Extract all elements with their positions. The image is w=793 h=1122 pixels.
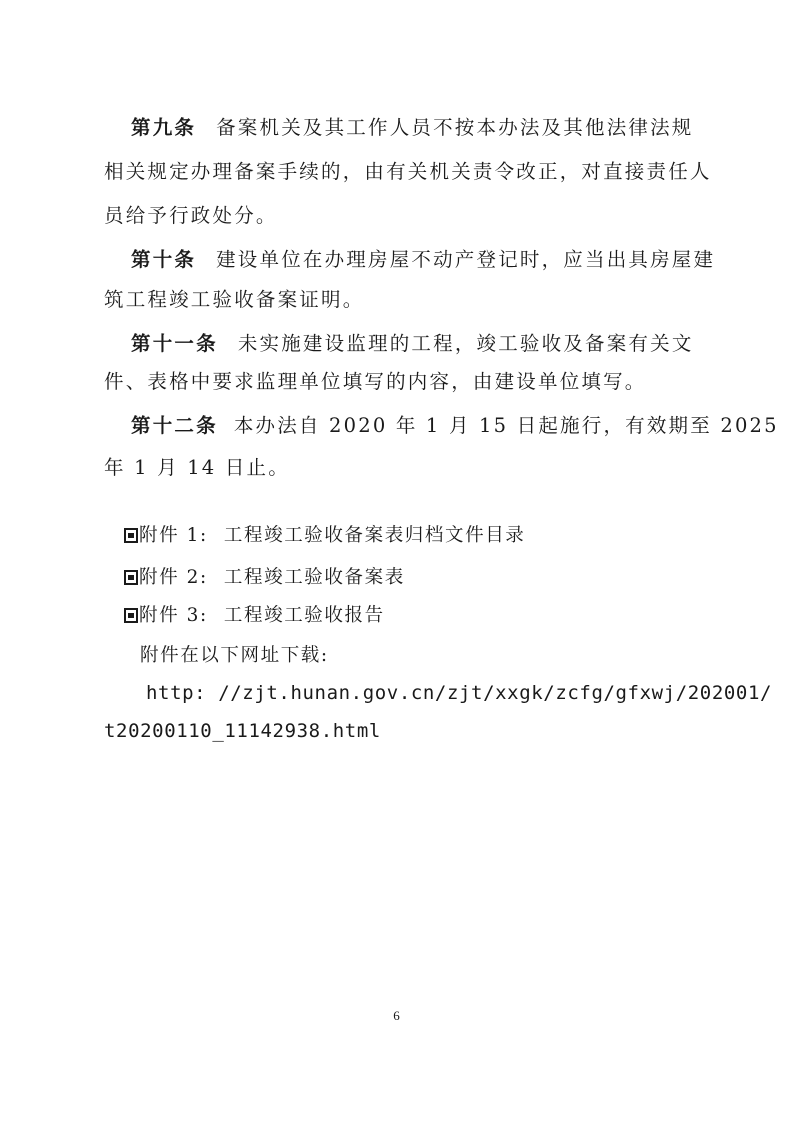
article-10-text-1: 建设单位在办理房屋不动产登记时，应当出具房屋建 (216, 248, 716, 271)
article-12-text-1: 本办法自 2020 年 1 月 15 日起施行，有效期至 2025 (233, 414, 779, 437)
article-12-line-1 (131, 410, 779, 438)
attachment-1-title: 工程竣工验收备案表归档文件目录 (223, 525, 526, 546)
article-9-line-2: 相关规定办理备案手续的，由有关机关责令改正，对直接责任人 (104, 160, 712, 183)
attachment-3-label: 附件 3: (139, 605, 208, 626)
page-number: 6 (393, 1008, 400, 1023)
attachment-1-label: 附件 1: (139, 525, 208, 546)
article-9-line-1 (131, 112, 694, 140)
article-12-heading: 第十二条 (131, 414, 218, 437)
article-12-line-2: 年 1 月 14 日止。 (104, 456, 290, 479)
attachment-icon (124, 608, 138, 623)
attachment-icon (124, 570, 138, 585)
article-11-heading: 第十一条 (131, 332, 218, 355)
article-10-heading: 第十条 (131, 248, 197, 271)
article-9-text-1: 备案机关及其工作人员不按本办法及其他法律法规 (216, 116, 694, 139)
article-11-text-1: 未实施建设监理的工程，竣工验收及备案有关文 (237, 332, 694, 355)
attachment-3-title: 工程竣工验收报告 (223, 605, 385, 626)
article-10-line-2: 筑工程竣工验收备案证明。 (104, 288, 365, 311)
attachment-2-label: 附件 2: (139, 567, 208, 588)
attachment-2-title: 工程竣工验收备案表 (223, 567, 405, 588)
article-9-line-3: 员给予行政处分。 (104, 204, 278, 227)
attachment-3[interactable] (124, 601, 385, 627)
attachment-icon (124, 528, 138, 543)
article-11-line-2: 件、表格中要求监理单位填写的内容，由建设单位填写。 (104, 370, 647, 393)
article-10-line-1 (131, 244, 715, 272)
attachment-1[interactable] (124, 521, 525, 547)
download-url-line-1[interactable]: http: //zjt.hunan.gov.cn/zjt/xxgk/zcfg/gfxwj/202001/ (146, 682, 773, 704)
article-11-line-1 (131, 328, 694, 356)
article-9-heading: 第九条 (131, 116, 197, 139)
download-note: 附件在以下网址下载: (140, 645, 329, 666)
attachment-2[interactable] (124, 563, 405, 589)
download-url-line-2[interactable]: t20200110_11142938.html (104, 720, 381, 742)
